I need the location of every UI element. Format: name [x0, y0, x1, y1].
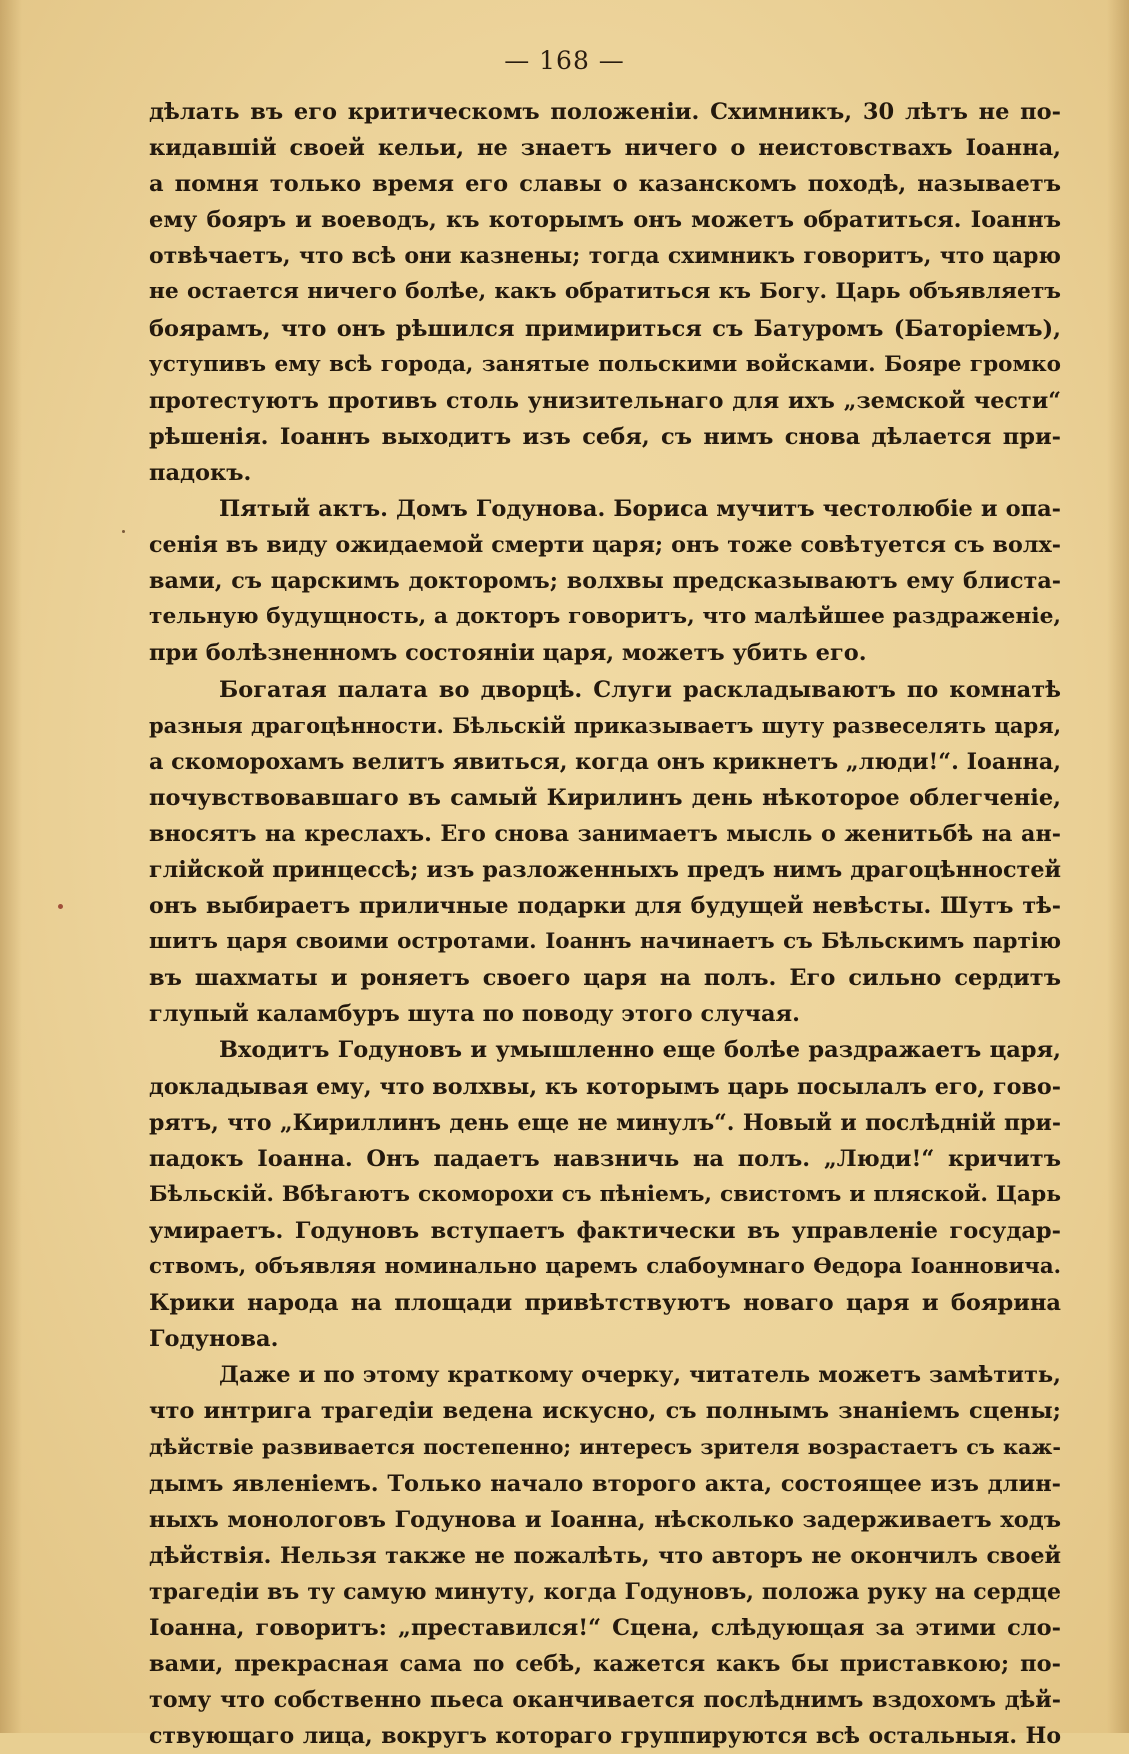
- text-line: Годунова.: [149, 1326, 279, 1353]
- text-line: вами, съ царскимъ докторомъ; волхвы предсказываютъ ему блиста-: [149, 568, 1061, 595]
- page-number: — 168 —: [504, 46, 625, 75]
- text-line: боярамъ, что онъ рѣшился примириться съ Батуромъ (Баторіемъ),: [149, 315, 1061, 342]
- text-line: рѣшенія. Іоаннъ выходитъ изъ себя, съ нимъ снова дѣлается при-: [149, 423, 1061, 450]
- text-line: докладывая ему, что волхвы, къ которымъ царь посылалъ его, гово-: [149, 1073, 1061, 1100]
- ink-spot: [122, 530, 125, 533]
- text-line: Входитъ Годуновъ и умышленно еще болѣе раздражаетъ царя,: [219, 1037, 1061, 1064]
- body-text: [149, 94, 1061, 1754]
- text-line: ему бояръ и воеводъ, къ которымъ онъ можетъ обратиться. Іоаннъ: [149, 207, 1061, 234]
- text-line: тому что собственно пьеса оканчивается послѣднимъ вздохомъ дѣй-: [149, 1687, 1061, 1714]
- left-edge-shadow: [0, 0, 22, 1733]
- text-line: глупый каламбуръ шута по поводу этого случая.: [149, 1001, 800, 1028]
- text-line: кидавшій своей кельи, не знаетъ ничего о неистовствахъ Іоанна,: [149, 135, 1061, 162]
- text-line: падокъ.: [149, 459, 252, 486]
- text-line: а скоморохамъ велитъ явиться, когда онъ крикнетъ „люди!“. Іоанна,: [149, 748, 1061, 775]
- text-line: Крики народа на площади привѣтствуютъ новаго царя и боярина: [149, 1290, 1061, 1317]
- text-line: ствомъ, объявляя номинально царемъ слабоумнаго Ѳедора Іоанновича.: [149, 1254, 1061, 1279]
- text-line: уступивъ ему всѣ города, занятые польскими войсками. Бояре громко: [149, 351, 1061, 377]
- text-line: глійской принцессѣ; изъ разложенныхъ предъ нимъ драгоцѣнностей: [149, 856, 1061, 883]
- text-line: дѣлать въ его критическомъ положеніи. Схимникъ, 30 лѣтъ не по-: [149, 99, 1061, 125]
- text-line: ствующаго лица, вокругъ котораго группируются всѣ остальныя. Но: [149, 1723, 1061, 1750]
- text-line: Пятый актъ. Домъ Годунова. Бориса мучитъ честолюбіе и опа-: [219, 496, 1061, 523]
- text-line: умираетъ. Годуновъ вступаетъ фактически въ управленіе государ-: [149, 1217, 1061, 1244]
- text-line: разныя драгоцѣнности. Бѣльскій приказываетъ шуту развеселять царя,: [149, 712, 1061, 738]
- text-line: въ шахматы и роняетъ своего царя на полъ. Его сильно сердитъ: [149, 965, 1061, 992]
- text-line: дѣйствія. Нельзя также не пожалѣть, что авторъ не окончилъ своей: [149, 1542, 1061, 1569]
- text-line: Богатая палата во дворцѣ. Слуги раскладываютъ по комнатѣ: [219, 676, 1061, 703]
- text-line: дымъ явленіемъ. Только начало второго акта, состоящее изъ длин-: [149, 1470, 1061, 1497]
- text-line: тельную будущность, а докторъ говоритъ, что малѣйшее раздраженіе,: [149, 604, 1061, 630]
- text-line: почувствовавшаго въ самый Кирилинъ день нѣкоторое облегченіе,: [149, 784, 1061, 811]
- text-line: вносятъ на креслахъ. Его снова занимаетъ мысль о женитьбѣ на ан-: [149, 820, 1061, 847]
- text-line: отвѣчаетъ, что всѣ они казнены; тогда схимникъ говоритъ, что царю: [149, 243, 1061, 270]
- ink-spot: [58, 904, 63, 909]
- text-line: сенія въ виду ожидаемой смерти царя; онъ тоже совѣтуется съ волх-: [149, 532, 1061, 559]
- right-edge-shadow: [1107, 0, 1129, 1733]
- text-line: не остается ничего болѣе, какъ обратиться къ Богу. Царь объявляетъ: [149, 279, 1061, 305]
- text-line: рятъ, что „Кириллинъ день еще не минулъ“. Новый и послѣдній при-: [149, 1109, 1061, 1136]
- text-line: вами, прекрасная сама по себѣ, кажется какъ бы приставкою; по-: [149, 1651, 1061, 1678]
- text-line: онъ выбираетъ приличные подарки для будущей невѣсты. Шутъ тѣ-: [149, 893, 1061, 920]
- text-line: ныхъ монологовъ Годунова и Іоанна, нѣсколько задерживаетъ ходъ: [149, 1506, 1061, 1533]
- text-line: падокъ Іоанна. Онъ падаетъ навзничь на полъ. „Люди!“ кричитъ: [149, 1145, 1061, 1172]
- text-line: трагедіи въ ту самую минуту, когда Годуновъ, положа руку на сердце: [149, 1578, 1061, 1605]
- text-line: что интрига трагедіи ведена искусно, съ полнымъ знаніемъ сцены;: [149, 1398, 1061, 1425]
- text-line: дѣйствіе развивается постепенно; интересъ зрителя возрастаетъ съ каж-: [149, 1435, 1061, 1460]
- text-line: Бѣльскій. Вбѣгаютъ скоморохи съ пѣніемъ, свистомъ и пляской. Царь: [149, 1181, 1061, 1207]
- text-line: протестуютъ противъ столь унизительнаго для ихъ „земской чести“: [149, 387, 1061, 414]
- text-line: при болѣзненномъ состояніи царя, можетъ убить его.: [149, 640, 867, 667]
- text-line: шитъ царя своими остротами. Іоаннъ начинаетъ съ Бѣльскимъ партію: [149, 929, 1061, 955]
- text-line: а помня только время его славы о казанскомъ походѣ, называетъ: [149, 171, 1061, 198]
- text-line: Даже и по этому краткому очерку, читатель можетъ замѣтить,: [219, 1362, 1061, 1389]
- text-line: Іоанна, говоритъ: „преставился!“ Сцена, слѣдующая за этими сло-: [149, 1614, 1061, 1641]
